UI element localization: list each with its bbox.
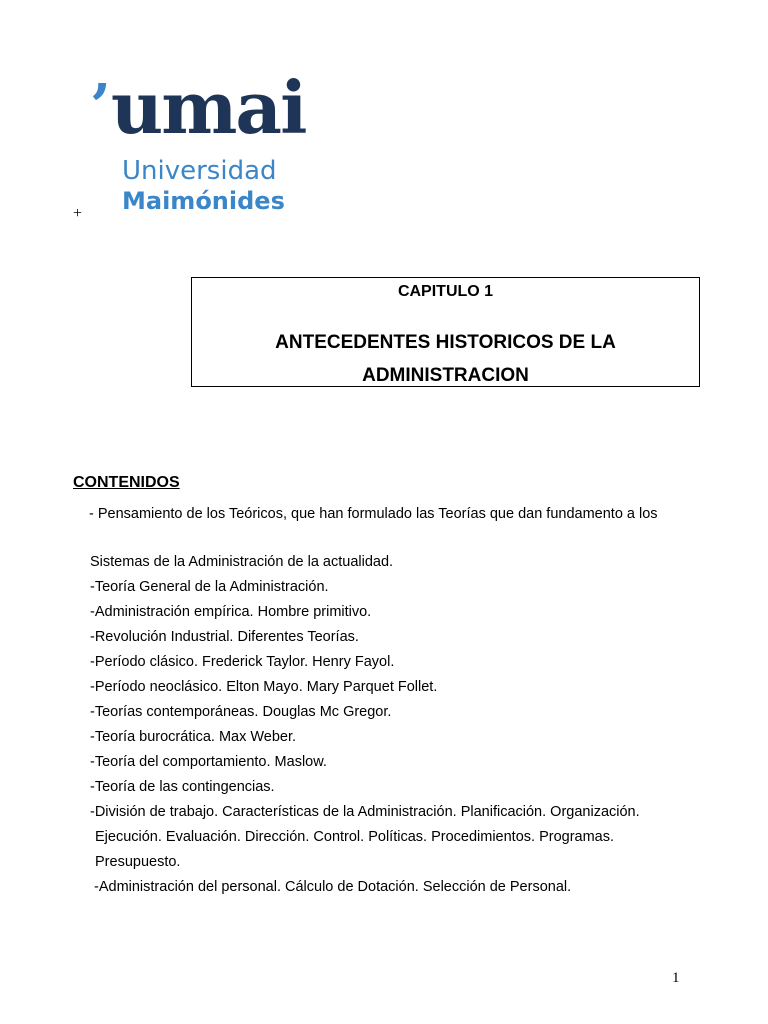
contents-heading: CONTENIDOS [73, 474, 180, 491]
list-item: -Administración del personal. Cálculo de Dotación. Selección de Personal. [94, 879, 572, 895]
contents-intro-text: - Pensamiento de los Teóricos, que han formulado las Teorías que dan fundamento a los [89, 506, 658, 522]
list-item: -Administración empírica. Hombre primitivo. [90, 604, 372, 620]
list-item: -Período clásico. Frederick Taylor. Henry Fayol. [90, 654, 395, 670]
plus-mark: + [73, 205, 83, 222]
chapter-label: CAPITULO 1 [397, 283, 494, 300]
list-item: -Teoría General de la Administración. [90, 579, 329, 595]
university-logo [90, 65, 320, 222]
list-item: Sistemas de la Administración de la actualidad. [90, 554, 394, 570]
list-item: -Teoría burocrática. Max Weber. [90, 729, 297, 745]
list-item: -Teoría de las contingencias. [90, 779, 275, 795]
chapter-title: ANTECEDENTES HISTORICOS DE LA ADMINISTRACION [275, 332, 616, 386]
list-item: -División de trabajo. Características de la Administración. Planificación. Organización. [90, 804, 640, 820]
page-number: 1 [672, 970, 680, 986]
list-item: Presupuesto. [95, 854, 181, 870]
logo-wordmark: ’umai [90, 65, 306, 150]
list-item: Ejecución. Evaluación. Dirección. Control. Políticas. Procedimientos. Programas. [95, 829, 615, 845]
chapter-title-box [191, 277, 700, 387]
contents-intro [73, 502, 695, 527]
list-item: -Teorías contemporáneas. Douglas Mc Gregor. [90, 704, 392, 720]
contents-list [90, 550, 700, 900]
list-item: -Revolución Industrial. Diferentes Teorías. [90, 629, 359, 645]
list-item: -Período neoclásico. Elton Mayo. Mary Parquet Follet. [90, 679, 438, 695]
list-item: -Teoría del comportamiento. Maslow. [90, 754, 327, 770]
logo-university-line: Universidad [122, 156, 277, 186]
logo-name-line: Maimónides [122, 187, 285, 215]
